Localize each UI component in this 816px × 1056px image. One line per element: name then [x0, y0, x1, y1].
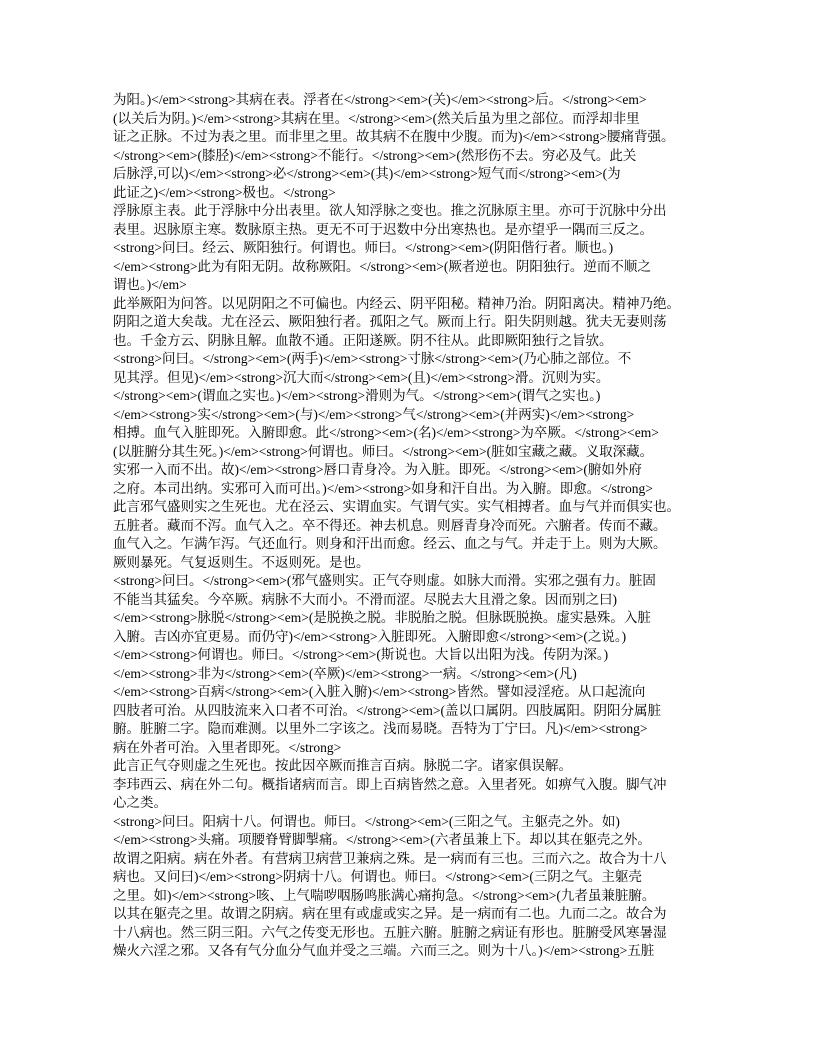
text-line: 血气入之。乍满乍泻。气还血行。则身和汗出而愈。经云、血之与气。并走于上。则为大厥。 [113, 536, 667, 551]
text-line: </em><strong>非为</strong><em>(卒厥)</em><strong>一病。</strong><em>(凡) [113, 665, 577, 681]
text-line: 阴阳之道大矣哉。尤在泾云、厥阳独行者。孤阳之气。厥而上行。阳失阴则越。犹夫无妻则荡 [113, 314, 667, 329]
text-line: 此举厥阳为问答。以见阴阳之不可偏也。内经云、阴平阳秘。精神乃治。阴阳离决。精神乃绝。 [113, 295, 680, 311]
text-line: </strong><em>(膝胫)</em><strong>不能行。</strong><em>(然形伤不去。穷必及气。此关 [113, 147, 637, 163]
text-line: 此证之)</em><strong>极也。</strong> [113, 184, 336, 200]
text-line: </em><strong>脉脱</strong><em>(是脱换之脱。非脱胎之脱。但脉既脱换。虚实悬殊。入脏 [113, 610, 651, 625]
text-line: <strong>问曰。经云、厥阳独行。何谓也。师曰。</strong><em>(阴阳偕行者。顺也。) [113, 240, 614, 255]
text-line: 也。千金方云、阴脉且解。血散不通。正阳遂厥。阴不往从。此即厥阳独行之旨欤。 [113, 332, 613, 348]
text-line: 谓也。)</em> [113, 277, 187, 292]
text-line: 之里。如)</em><strong>咳、上气喘哕咽肠鸣胀满心痛拘急。</strong><em>(九者虽兼脏腑。 [113, 887, 656, 903]
text-line: </strong><em>(谓血之实也。)</em><strong>滑则为气。</strong><em>(谓气之实也。) [113, 388, 601, 403]
text-line: <strong>问曰。阳病十八。何谓也。师曰。</strong><em>(三阳之气。主躯壳之外。如) [113, 813, 620, 829]
document-text [113, 91, 707, 961]
text-line: 入腑。吉凶亦宜更易。而仍守)</em><strong>入脏即死。入腑即愈</strong><em>(之说。) [113, 628, 627, 644]
text-line: 表里。迟脉原主寒。数脉原主热。更无不可于迟数中分出寒热也。是亦望乎一隅而三反之。 [113, 221, 653, 237]
text-line: 四肢者可治。从四肢流来入口者不可治。</strong><em>(盖以口属阴。四肢属阳。阴阳分属脏 [113, 702, 661, 718]
text-line: <strong>问曰。</strong><em>(两手)</em><strong>寸脉</strong><em>(乃心肺之部位。不 [113, 351, 632, 366]
text-line: 故谓之阳病。病在外者。有营病卫病营卫兼病之殊。是一病而有三也。三而六之。故合为十八 [113, 850, 667, 866]
text-line: (以关后为阴。)</em><strong>其病在里。</strong><em>(然关后虽为里之部位。而浮却非里 [113, 110, 640, 126]
text-line: 为阳。)</em><strong>其病在表。浮者在</strong><em>(关)</em><strong>后。</strong><em> [113, 92, 647, 107]
text-line: 见其浮。但见)</em><strong>沉大而</strong><em>(且)</em><strong>滑。沉则为实。 [113, 369, 610, 385]
text-line: 病也。又问曰)</em><strong>阴病十八。何谓也。师曰。</strong><em>(三阴之气。主躯壳 [113, 869, 642, 884]
text-line: 腑。脏腑二字。隐而难测。以里外二字该之。浅而易晓。吾特为丁宁曰。凡)</em><strong> [113, 721, 648, 736]
text-line: </em><strong>头痛。项腰脊臂脚掣痛。</strong><em>(六者虽兼上下。却以其在躯壳之外。 [113, 832, 651, 847]
text-line: 证之正脉。不过为表之里。而非里之里。故其病不在腹中少腹。而为)</em><strong>腰痛背强。 [113, 129, 675, 144]
text-line: 浮脉原主表。此于浮脉中分出表里。欲人知浮脉之变也。推之沉脉原主里。亦可于沉脉中分出 [113, 203, 667, 218]
text-line: <strong>问曰。</strong><em>(邪气盛则实。正气夺则虚。如脉大而滑。实邪之强有力。脏固 [113, 573, 656, 588]
text-line: 此言正气夺则虚之生死也。按此因卒厥而推言百病。脉脱二字。诸家俱误解。 [113, 758, 572, 773]
text-line: </em><strong>百病</strong><em>(入脏入腑)</em><strong>皆然。譬如浸淫疮。从口起流向 [113, 684, 646, 699]
text-line: 厥则暴死。气复返则生。不返则死。是也。 [113, 554, 370, 570]
text-line: 实邪一入而不出。故)</em><strong>唇口青身冷。为入脏。即死。</strong><em>(腑如外府 [113, 462, 642, 477]
text-line: 李玮西云、病在外二句。概指诸病而言。即上百病皆然之意。入里者死。如痹气入腹。脚气冲 [113, 776, 667, 792]
text-line: 五脏者。藏而不泻。血气入之。卒不得还。神去机息。则唇青身冷而死。六腑者。传而不藏。 [113, 517, 667, 533]
text-line: 心之类。 [113, 795, 167, 810]
text-line: 之府。本司出纳。实邪可入而可出。)</em><strong>如身和汗自出。为入腑。即愈。</strong> [113, 480, 653, 496]
text-line: 相搏。血气入脏即死。入腑即愈。此</strong><em>(名)</em><strong>为卒厥。</strong><em> [113, 425, 659, 440]
text-line: 病在外者可治。入里者即死。</strong> [113, 739, 342, 755]
text-line: </em><strong>实</strong><em>(与)</em><strong>气</strong><em>(并两实)</em><strong> [113, 406, 635, 422]
text-line: 后脉浮,可以)</em><strong>必</strong><em>(其)</em><strong>短气而</strong><em>(为 [113, 166, 621, 181]
text-line: </em><strong>此为有阳无阴。故称厥阳。</strong><em>(厥者逆也。阴阳独行。逆而不顺之 [113, 258, 651, 274]
text-line: 燥火六淫之邪。又各有气分血分气血并受之三端。六而三之。则为十八。)</em><strong>五脏 [113, 943, 655, 958]
text-line: (以脏腑分其生死。)</em><strong>何谓也。师曰。</strong><em>(脏如宝藏之藏。义取深藏。 [113, 443, 654, 459]
text-line: 以其在躯壳之里。故谓之阴病。病在里有或虚或实之异。是一病而有二也。九而二之。故合为 [113, 906, 667, 921]
text-line: </em><strong>何谓也。师曰。</strong><em>(斯说也。大旨以出阳为浅。传阴为深。) [113, 647, 609, 662]
text-line: 不能当其猛矣。今卒厥。病脉不大而小。不滑而涩。尽脱去大且滑之象。因而别之曰) [113, 591, 617, 607]
text-line: 十八病也。然三阴三阳。六气之传变无形也。五脏六腑。脏腑之病证有形也。脏腑受风寒暑湿 [113, 924, 667, 940]
text-line: 此言邪气盛则实之生死也。尤在泾云、实谓血实。气谓气实。实气相搏者。血与气并而俱实也。 [113, 499, 680, 514]
